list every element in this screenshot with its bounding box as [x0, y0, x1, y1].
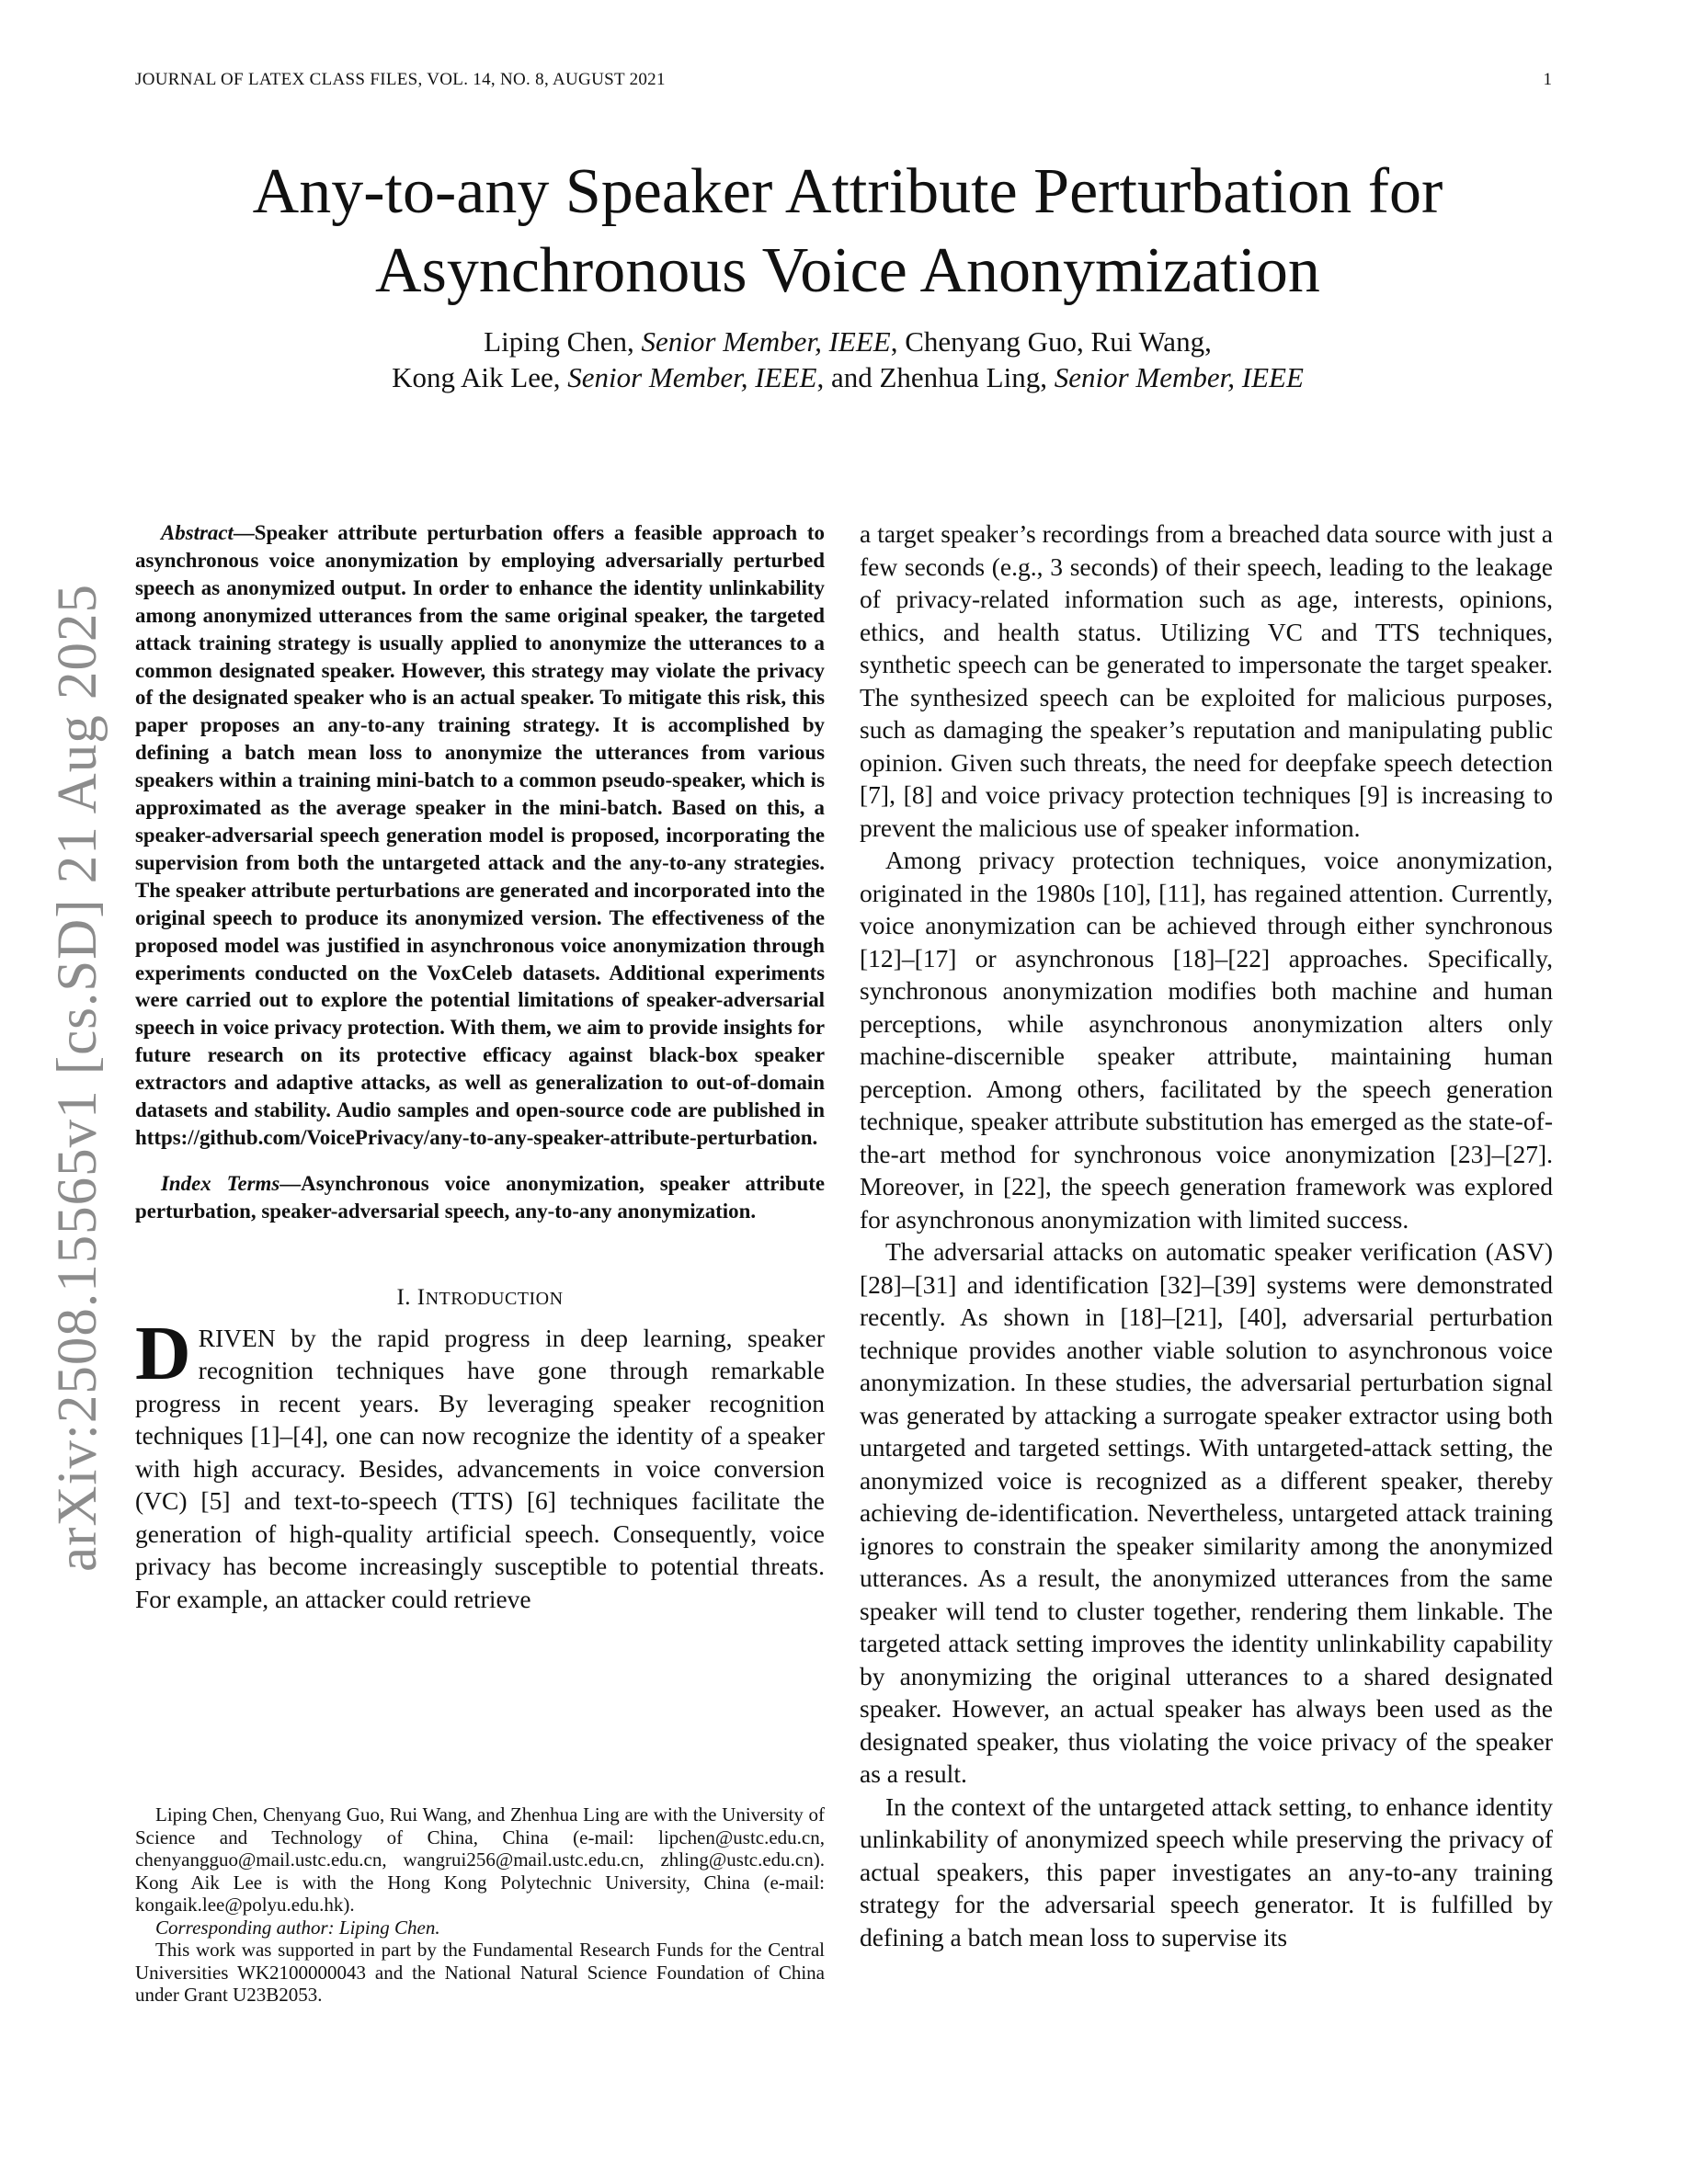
body-paragraph-3: The adversarial attacks on automatic speaker verification (ASV) [28]–[31] and identification [32]–[39] systems were demonstrated recently. As shown in [18]–[21], [40], adversarial perturbation technique provides another viable solution to asynchronous voice anonymization. In these studies, the adversarial perturbation signal was generated by attacking a surrogate speaker extractor using both untargeted and targeted settings. With untargeted-attack setting, the anonymized voice is recognized as a different speaker, thereby achieving de-identification. Nevertheless, untargeted attack training ignores to constrain the speaker similarity among the anonymized utterances. As a result, the anonymized utterances from the same speaker will tend to cluster together, rendering them linkable. The targeted attack setting improves the identity unlinkability capability by anonymizing the original utterances to a shared designated speaker. However, an actual speaker has always been used as the designated speaker, thus violating the voice privacy of the speaker as a result. — [860, 1237, 1553, 1788]
title-line-1: Any-to-any Speaker Attribute Perturbation for — [252, 156, 1443, 227]
body-paragraph-2: Among privacy protection techniques, voice anonymization, originated in the 1980s [10], [11], has regained attention. Currently, voice anonymization can be achieved through either synchronous [12]–[17] or asynchronous [18]–[22] approaches. Specifically, synchronous anonymization modifies both machine and human perceptions, while asynchronous anonymization alters only machine-discernible speaker attribute, maintaining human perception. Among others, facilitated by the speech generation technique, speaker attribute substitution has emerged as the state-of-the-art method for synchronous voice anonymization [23]–[27]. Moreover, in [22], the speech generation framework was explored for asynchronous anonymization with limited success. — [860, 846, 1553, 1234]
body-paragraph-1: a target speaker’s recordings from a breached data source with just a few seconds (e.g., 3 seconds) of their speech, leading to the leakage of privacy-related information such as age, interests, opinions, ethics, and health status. Utilizing VC and TTS techniques, synthetic speech can be generated to impersonate the target speaker. The synthesized speech can be exploited for malicious purposes, such as damaging the speaker’s reputation and manipulating public opinion. Given such threats, the need for deepfake speech detection [7], [8] and voice privacy protection techniques [9] is increasing to prevent the malicious use of speaker information. — [860, 519, 1553, 842]
footnote-corresponding: Corresponding author: Liping Chen. — [155, 1916, 440, 1939]
authors-line-1 — [135, 324, 1560, 359]
body-paragraph-4: In the context of the untargeted attack setting, to enhance identity unlinkability of anonymized speech while preserving the privacy of actual speakers, this paper investigates an any-to-any training strategy for the adversarial speech generator. It is fulfilled by defining a batch mean loss to supervise its — [860, 1792, 1553, 1951]
intro-paragraph — [135, 1310, 825, 1616]
index-terms-lead: Index Terms — [161, 1171, 280, 1195]
author-role: Senior Member, IEEE — [1054, 361, 1304, 393]
title-line-2: Asynchronous Voice Anonymization — [375, 235, 1320, 306]
author-name: Liping Chen, — [484, 325, 642, 358]
paper-title — [135, 153, 1560, 311]
author-role: Senior Member, IEEE — [567, 361, 817, 393]
index-terms-text: —Asynchronous voice anonymization, speaker attribute perturbation, speaker-adversarial speech, any-to-any anonymization. — [135, 1171, 825, 1223]
authors-line-2 — [135, 359, 1560, 395]
section-numeral: I. I — [396, 1284, 426, 1310]
abstract-text: —Speaker attribute perturbation offers a feasible approach to asynchronous voice anonymization by employing adversarially perturbed speech as anonymized output. In order to enhance the identity unlinkability among anonymized utterances from the same original speaker, the targeted attack training strategy is usually applied to anonymize the utterances to a common designated speaker. However, this strategy may violate the privacy of the designated speaker who is an actual speaker. To mitigate this risk, this paper proposes an any-to-any training strategy. It is accomplished by defining a batch mean loss to anonymize the utterances from various speakers within a training mini-batch to a common pseudo-speaker, which is approximated as the average speaker in the mini-batch. Based on this, a speaker-adversarial speech generation model is proposed, incorporating the supervision from both the untargeted attack and the any-to-any strategies. The speaker attribute perturbations are generated and incorporated into the original speech to produce its anonymized version. The effectiveness of the proposed model was justified in asynchronous voice anonymization through experiments conducted on the VoxCeleb datasets. Additional experiments were carried out to explore the potential limitations of speaker-adversarial speech in voice privacy protection. With them, we aim to provide insights for future research on its protective efficacy against black-box speaker extractors and adaptive attacks, as well as generalization to out-of-domain datasets and stability. Audio samples and open-source code are published in https://github.com/VoicePrivacy/any-to-any-speaker-attribute-perturbation. — [135, 521, 825, 1149]
footnote-affiliations: Liping Chen, Chenyang Guo, Rui Wang, and Zhenhua Ling are with the University of Science and Technology of China, China (e-mail: lipchen@ustc.edu.cn, chenyangguo@mail.ustc.edu.cn, wangrui256@mail.ustc.edu.cn, zhling@ustc.edu.cn). Kong Aik Lee is with the Hong Kong Polytechnic University, China (e-mail: kongaik.lee@polyu.edu.hk). — [135, 1803, 825, 1916]
right-column — [860, 518, 1553, 1953]
section-title: NTRODUCTION — [425, 1288, 564, 1309]
author-list — [135, 324, 1560, 395]
intro-text: by the rapid progress in deep learning, speaker recognition techniques have gone through remarkable progress in recent years. By leveraging speaker recognition techniques [1]–[4], one can now recognize the identity of a speaker with high accuracy. Besides, advancements in voice conversion (VC) [5] and text-to-speech (TTS) [6] techniques facilitate the generation of high-quality artificial speech. Consequently, voice privacy has become increasingly susceptible to potential threats. For example, an attacker could retrieve — [135, 1323, 825, 1613]
section-heading — [135, 1285, 825, 1311]
intro-first-word: RIVEN — [198, 1323, 276, 1352]
author-role: Senior Member, IEEE — [641, 325, 891, 358]
author-name: , and Zhenhua Ling, — [816, 361, 1055, 393]
arxiv-stamp: arXiv:2508.15565v1 [cs.SD] 21 Aug 2025 — [47, 584, 108, 1572]
index-terms — [135, 1170, 825, 1225]
page-number: 1 — [1543, 70, 1552, 89]
footnote-funding: This work was supported in part by the Fundamental Research Funds for the Central Universities WK2100000043 and the National Natural Science Foundation of China under Grant U23B2053. — [135, 1939, 825, 2006]
running-header: JOURNAL OF LATEX CLASS FILES, VOL. 14, NO. 8, AUGUST 2021 — [135, 70, 666, 89]
footnotes — [135, 1803, 825, 2007]
left-column — [135, 519, 825, 1615]
author-name: Kong Aik Lee, — [392, 361, 568, 393]
author-name: , Chenyang Guo, Rui Wang, — [890, 325, 1212, 358]
abstract — [135, 519, 825, 1152]
drop-cap: D — [135, 1310, 191, 1396]
abstract-lead: Abstract — [161, 521, 234, 544]
